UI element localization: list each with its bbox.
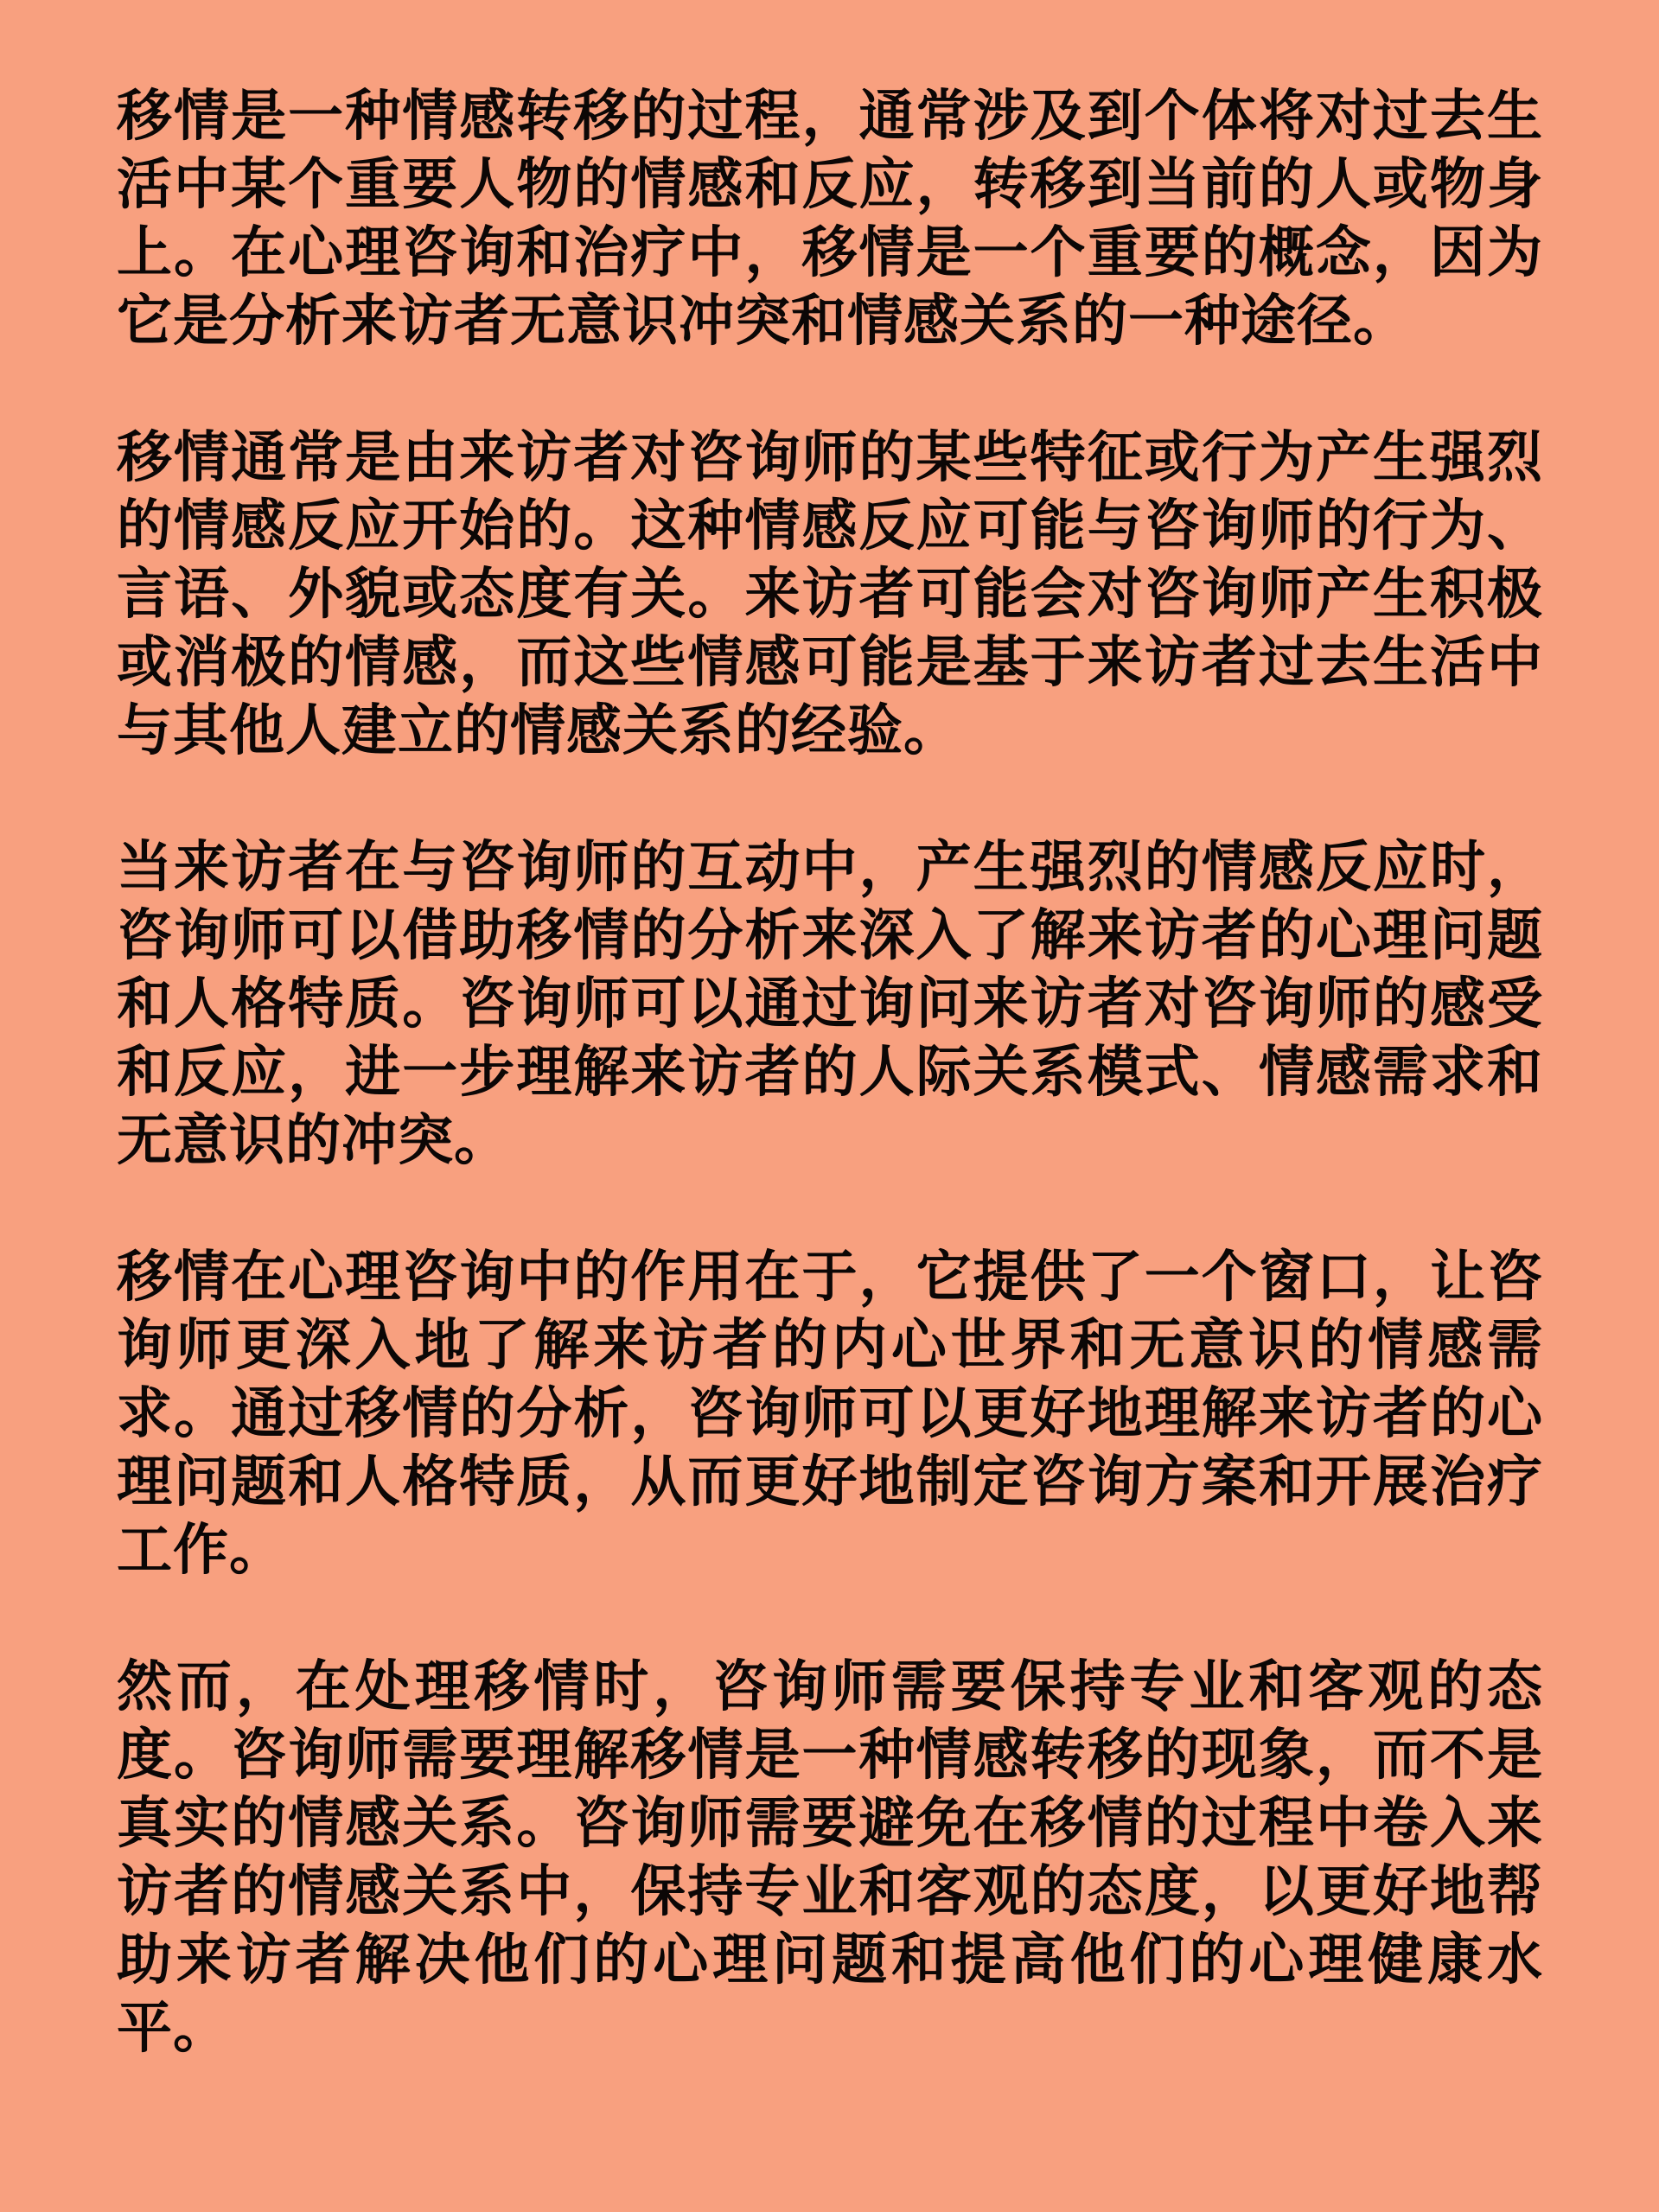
paragraph-3: 当来访者在与咨询师的互动中，产生强烈的情感反应时，咨询师可以借助移情的分析来深入了解来访者的心理问题和人格特质。咨询师可以通过询问来访者对咨询师的感受和反应，进一步理解来访者的人际关系模式、情感需求和无意识的冲突。 [117, 836, 1543, 1173]
paragraph-1: 移情是一种情感转移的过程，通常涉及到个体将对过去生活中某个重要人物的情感和反应，转移到当前的人或物身上。在心理咨询和治疗中，移情是一个重要的概念，因为它是分析来访者无意识冲突和情感关系的一种途径。 [117, 85, 1543, 354]
paragraph-5: 然而，在处理移情时，咨询师需要保持专业和客观的态度。咨询师需要理解移情是一种情感转移的现象，而不是真实的情感关系。咨询师需要避免在移情的过程中卷入来访者的情感关系中，保持专业和客观的态度，以更好地帮助来访者解决他们的心理问题和提高他们的心理健康水平。 [117, 1655, 1543, 2061]
paragraph-4: 移情在心理咨询中的作用在于，它提供了一个窗口，让咨询师更深入地了解来访者的内心世界和无意识的情感需求。通过移情的分析，咨询师可以更好地理解来访者的心理问题和人格特质，从而更好地制定咨询方案和开展治疗工作。 [117, 1246, 1543, 1583]
paragraph-2: 移情通常是由来访者对咨询师的某些特征或行为产生强烈的情感反应开始的。这种情感反应可能与咨询师的行为、言语、外貌或态度有关。来访者可能会对咨询师产生积极或消极的情感，而这些情感可能是基于来访者过去生活中与其他人建立的情感关系的经验。 [117, 426, 1543, 763]
article-body [117, 83, 1543, 2063]
